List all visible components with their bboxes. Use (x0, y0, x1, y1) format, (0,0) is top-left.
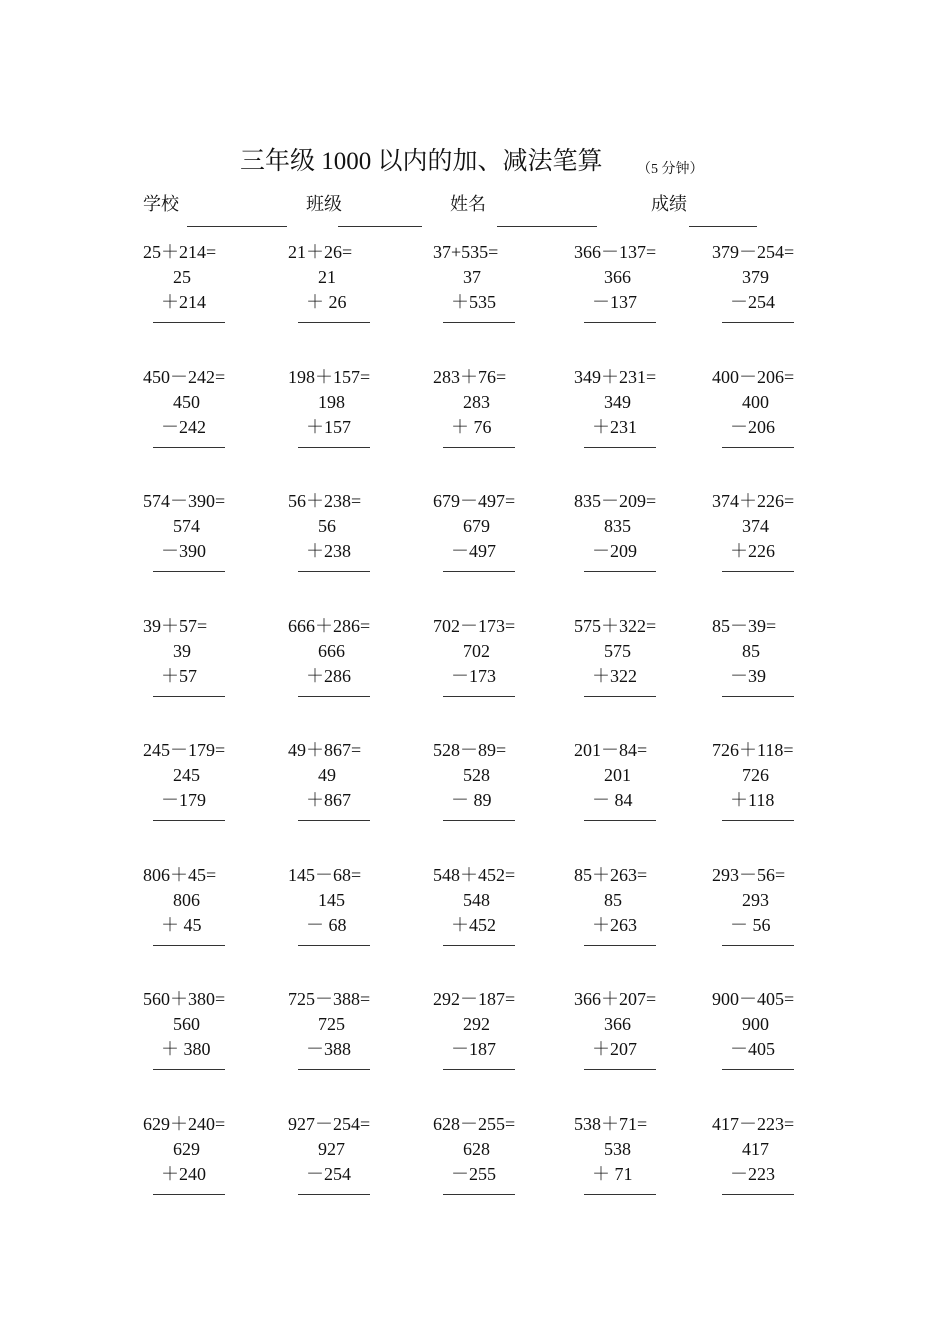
problem-equation: 900－405= (712, 989, 795, 1009)
problem-equation: 629＋240= (143, 1114, 226, 1134)
answer-line[interactable] (443, 1194, 515, 1195)
problem-operand: －242 (161, 417, 206, 437)
problem-operand: －137 (592, 292, 637, 312)
problem-operand: － 56 (730, 915, 771, 935)
problem-operand: － 84 (592, 790, 633, 810)
problem-operand: ＋ 76 (451, 417, 492, 437)
problem-equation: 628－255= (433, 1114, 516, 1134)
problem-equation: 39＋57= (143, 616, 208, 636)
problem-operand: －179 (161, 790, 206, 810)
time-limit: （5 分钟） (637, 162, 704, 177)
problem-equation: 575＋322= (574, 616, 657, 636)
problem-equation: 374＋226= (712, 491, 795, 511)
problem-top-number: 85 (742, 641, 760, 661)
problem-equation: 548＋452= (433, 865, 516, 885)
problem-top-number: 702 (463, 641, 490, 661)
answer-line[interactable] (722, 820, 794, 821)
problem-operand: ＋207 (592, 1039, 637, 1059)
problem-top-number: 726 (742, 765, 769, 785)
problem-operand: －497 (451, 541, 496, 561)
answer-line[interactable] (298, 1069, 370, 1070)
answer-line[interactable] (443, 1069, 515, 1070)
problem-top-number: 349 (604, 392, 631, 412)
answer-line[interactable] (153, 945, 225, 946)
class-label: 班级 (306, 194, 342, 214)
problem-equation: 283＋76= (433, 367, 507, 387)
problem-top-number: 25 (173, 267, 191, 287)
problem-top-number: 400 (742, 392, 769, 412)
answer-line[interactable] (443, 820, 515, 821)
answer-line[interactable] (722, 322, 794, 323)
answer-line[interactable] (722, 1194, 794, 1195)
problem-operand: －223 (730, 1164, 775, 1184)
problem-operand: ＋ 26 (306, 292, 347, 312)
answer-line[interactable] (722, 696, 794, 697)
problem-top-number: 560 (173, 1014, 200, 1034)
problem-operand: ＋214 (161, 292, 206, 312)
problem-top-number: 725 (318, 1014, 345, 1034)
problem-equation: 85＋263= (574, 865, 648, 885)
problem-top-number: 548 (463, 890, 490, 910)
problem-top-number: 538 (604, 1139, 631, 1159)
answer-line[interactable] (584, 945, 656, 946)
problem-top-number: 56 (318, 516, 336, 536)
problem-operand: ＋ 71 (592, 1164, 633, 1184)
problem-equation: 450－242= (143, 367, 226, 387)
problem-equation: 666＋286= (288, 616, 371, 636)
school-blank-line[interactable] (187, 226, 287, 227)
problem-top-number: 85 (604, 890, 622, 910)
score-blank-line[interactable] (689, 226, 757, 227)
answer-line[interactable] (153, 322, 225, 323)
problem-top-number: 806 (173, 890, 200, 910)
problem-top-number: 417 (742, 1139, 769, 1159)
problem-top-number: 201 (604, 765, 631, 785)
problem-equation: 725－388= (288, 989, 371, 1009)
problem-top-number: 145 (318, 890, 345, 910)
problem-equation: 366－137= (574, 242, 657, 262)
answer-line[interactable] (722, 1069, 794, 1070)
problem-top-number: 900 (742, 1014, 769, 1034)
problem-operand: －388 (306, 1039, 351, 1059)
problem-operand: － 89 (451, 790, 492, 810)
answer-line[interactable] (298, 1194, 370, 1195)
answer-line[interactable] (443, 322, 515, 323)
problem-equation: 85－39= (712, 616, 777, 636)
problem-operand: －39 (730, 666, 766, 686)
problem-operand: ＋286 (306, 666, 351, 686)
problem-top-number: 450 (173, 392, 200, 412)
problem-equation: 201－84= (574, 740, 648, 760)
problem-operand: ＋157 (306, 417, 351, 437)
problem-operand: －255 (451, 1164, 496, 1184)
problem-equation: 25＋214= (143, 242, 217, 262)
answer-line[interactable] (153, 447, 225, 448)
problem-equation: 379－254= (712, 242, 795, 262)
problem-equation: 702－173= (433, 616, 516, 636)
problem-top-number: 366 (604, 267, 631, 287)
problem-equation: 21＋26= (288, 242, 353, 262)
answer-line[interactable] (153, 820, 225, 821)
problem-operand: ＋118 (730, 790, 775, 810)
answer-line[interactable] (584, 322, 656, 323)
page-title: 三年级 1000 以内的加、减法笔算 (240, 148, 603, 175)
problem-equation: 417－223= (712, 1114, 795, 1134)
problem-operand: ＋240 (161, 1164, 206, 1184)
problem-top-number: 245 (173, 765, 200, 785)
answer-line[interactable] (584, 447, 656, 448)
problem-operand: －254 (306, 1164, 351, 1184)
problem-operand: ＋57 (161, 666, 197, 686)
problem-operand: －187 (451, 1039, 496, 1059)
problem-equation: 538＋71= (574, 1114, 648, 1134)
problem-operand: ＋231 (592, 417, 637, 437)
problem-equation: 49＋867= (288, 740, 362, 760)
class-blank-line[interactable] (338, 226, 422, 227)
problem-top-number: 374 (742, 516, 769, 536)
problem-equation: 574－390= (143, 491, 226, 511)
answer-line[interactable] (298, 447, 370, 448)
problem-equation: 198＋157= (288, 367, 371, 387)
problem-equation: 726＋118= (712, 740, 794, 760)
problem-operand: ＋263 (592, 915, 637, 935)
problem-top-number: 379 (742, 267, 769, 287)
problem-top-number: 49 (318, 765, 336, 785)
problem-equation: 835－209= (574, 491, 657, 511)
problem-equation: 37+535= (433, 242, 499, 262)
problem-operand: － 68 (306, 915, 347, 935)
problem-top-number: 575 (604, 641, 631, 661)
answer-line[interactable] (443, 696, 515, 697)
answer-line[interactable] (722, 945, 794, 946)
answer-line[interactable] (298, 571, 370, 572)
problem-top-number: 574 (173, 516, 200, 536)
answer-line[interactable] (153, 1069, 225, 1070)
problem-top-number: 198 (318, 392, 345, 412)
answer-line[interactable] (298, 945, 370, 946)
answer-line[interactable] (153, 696, 225, 697)
answer-line[interactable] (443, 945, 515, 946)
answer-line[interactable] (584, 1069, 656, 1070)
score-label: 成绩 (651, 194, 687, 214)
answer-line[interactable] (584, 571, 656, 572)
problem-equation: 245－179= (143, 740, 226, 760)
answer-line[interactable] (153, 1194, 225, 1195)
problem-top-number: 37 (463, 267, 481, 287)
problem-top-number: 679 (463, 516, 490, 536)
problem-operand: －390 (161, 541, 206, 561)
problem-equation: 560＋380= (143, 989, 226, 1009)
problem-top-number: 835 (604, 516, 631, 536)
problem-operand: ＋535 (451, 292, 496, 312)
problem-equation: 292－187= (433, 989, 516, 1009)
problem-equation: 366＋207= (574, 989, 657, 1009)
problem-equation: 349＋231= (574, 367, 657, 387)
problem-equation: 56＋238= (288, 491, 362, 511)
problem-top-number: 927 (318, 1139, 345, 1159)
problem-operand: ＋226 (730, 541, 775, 561)
school-label: 学校 (143, 194, 179, 214)
problem-top-number: 292 (463, 1014, 490, 1034)
problem-operand: ＋452 (451, 915, 496, 935)
problem-equation: 145－68= (288, 865, 362, 885)
problem-operand: －209 (592, 541, 637, 561)
problem-top-number: 366 (604, 1014, 631, 1034)
problem-operand: －173 (451, 666, 496, 686)
problem-top-number: 528 (463, 765, 490, 785)
problem-operand: ＋ 380 (161, 1039, 211, 1059)
answer-line[interactable] (298, 820, 370, 821)
problem-operand: －405 (730, 1039, 775, 1059)
answer-line[interactable] (153, 571, 225, 572)
answer-line[interactable] (298, 322, 370, 323)
problem-top-number: 283 (463, 392, 490, 412)
answer-line[interactable] (722, 571, 794, 572)
answer-line[interactable] (584, 820, 656, 821)
problem-equation: 528－89= (433, 740, 507, 760)
problem-operand: ＋238 (306, 541, 351, 561)
answer-line[interactable] (443, 571, 515, 572)
answer-line[interactable] (722, 447, 794, 448)
problem-top-number: 629 (173, 1139, 200, 1159)
problem-operand: －206 (730, 417, 775, 437)
problem-equation: 927－254= (288, 1114, 371, 1134)
answer-line[interactable] (443, 447, 515, 448)
problem-equation: 806＋45= (143, 865, 217, 885)
problem-top-number: 39 (173, 641, 191, 661)
problem-top-number: 21 (318, 267, 336, 287)
problem-operand: ＋322 (592, 666, 637, 686)
problem-top-number: 293 (742, 890, 769, 910)
problem-equation: 400－206= (712, 367, 795, 387)
problem-operand: －254 (730, 292, 775, 312)
problem-equation: 679－497= (433, 491, 516, 511)
problem-top-number: 666 (318, 641, 345, 661)
answer-line[interactable] (584, 1194, 656, 1195)
problem-equation: 293－56= (712, 865, 786, 885)
name-blank-line[interactable] (497, 226, 597, 227)
problem-operand: ＋867 (306, 790, 351, 810)
answer-line[interactable] (298, 696, 370, 697)
problem-top-number: 628 (463, 1139, 490, 1159)
answer-line[interactable] (584, 696, 656, 697)
problem-operand: ＋ 45 (161, 915, 202, 935)
name-label: 姓名 (450, 194, 486, 214)
